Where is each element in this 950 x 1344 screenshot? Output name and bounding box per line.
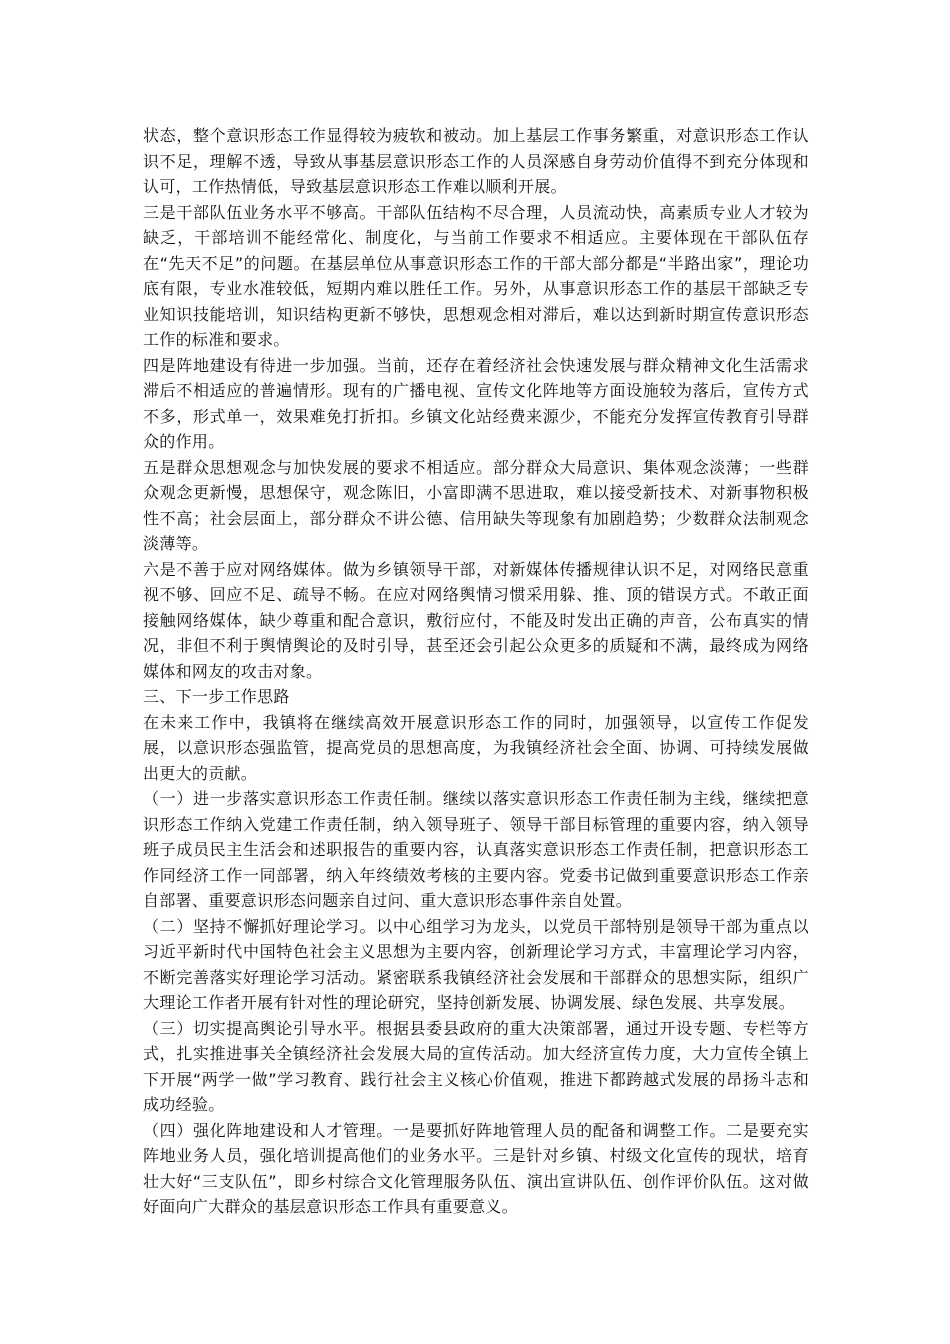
paragraph-sub-two: （二）坚持不懈抓好理论学习。以中心组学习为龙头，以党员干部特别是领导干部为重点以习近平新时代中国特色社会主义思想为主要内容，创新理论学习方式，丰富理论学习内容，不断完善落实好理论学习活动。紧密联系我镇经济社会发展和干部群众的思想实际，组织广大理论工作者开展有针对性的理论研究，坚持创新发展、协调发展、绿色发展、共享发展。: [143, 916, 809, 1012]
paragraph-item-four: 四是阵地建设有待进一步加强。当前，还存在着经济社会快速发展与群众精神文化生活需求滞后不相适应的普遍情形。现有的广播电视、宣传文化阵地等方面设施较为落后，宣传方式不多，形式单一，效果难免打折扣。乡镇文化站经费来源少，不能充分发挥宣传教育引导群众的作用。: [143, 355, 809, 451]
document-body: [143, 123, 809, 1220]
section-heading-next-steps: 三、下一步工作思路: [143, 687, 290, 706]
paragraph-intro-next-steps: 在未来工作中，我镇将在继续高效开展意识形态工作的同时，加强领导，以宣传工作促发展，以意识形态强监管，提高党员的思想高度，为我镇经济社会全面、协调、可持续发展做出更大的贡献。: [143, 712, 809, 783]
paragraph-item-five: 五是群众思想观念与加快发展的要求不相适应。部分群众大局意识、集体观念淡薄；一些群众观念更新慢，思想保守，观念陈旧，小富即满不思进取，难以接受新技术、对新事物积极性不高；社会层面上，部分群众不讲公德、信用缺失等现象有加剧趋势；少数群众法制观念淡薄等。: [143, 457, 809, 553]
paragraph-item-three: 三是干部队伍业务水平不够高。干部队伍结构不尽合理，人员流动快，高素质专业人才较为缺乏，干部培训不能经常化、制度化，与当前工作要求不相适应。主要体现在干部队伍存在“先天不足”的问题。在基层单位从事意识形态工作的干部大部分都是“半路出家”，理论功底有限，专业水准较低，短期内难以胜任工作。另外，从事意识形态工作的基层干部缺乏专业知识技能培训，知识结构更新不够快，思想观念相对滞后，难以达到新时期宣传意识形态工作的标准和要求。: [143, 202, 809, 349]
paragraph-sub-four: （四）强化阵地建设和人才管理。一是要抓好阵地管理人员的配备和调整工作。二是要充实阵地业务人员，强化培训提高他们的业务水平。三是针对乡镇、村级文化宣传的现状，培育壮大好“三支队伍”，即乡村综合文化管理服务队伍、演出宣讲队伍、创作评价队伍。这对做好面向广大群众的基层意识形态工作具有重要意义。: [143, 1120, 809, 1216]
paragraph-sub-three: （三）切实提高舆论引导水平。根据县委县政府的重大决策部署，通过开设专题、专栏等方式，扎实推进事关全镇经济社会发展大局的宣传活动。加大经济宣传力度，大力宣传全镇上下开展“两学一做”学习教育、践行社会主义核心价值观，推进下都跨越式发展的昂扬斗志和成功经验。: [143, 1018, 809, 1114]
paragraph-item-six: 六是不善于应对网络媒体。做为乡镇领导干部，对新媒体传播规律认识不足，对网络民意重视不够、回应不足、疏导不畅。在应对网络舆情习惯采用躲、推、顶的错误方式。不敢正面接触网络媒体，缺少尊重和配合意识，敷衍应付，不能及时发出正确的声音，公布真实的情况，非但不利于舆情舆论的及时引导，甚至还会引起公众更多的质疑和不满，最终成为网络媒体和网友的攻击对象。: [143, 559, 809, 681]
paragraph-continuation: 状态，整个意识形态工作显得较为疲软和被动。加上基层工作事务繁重，对意识形态工作认识不足，理解不透，导致从事基层意识形态工作的人员深感自身劳动价值得不到充分体现和认可，工作热情低，导致基层意识形态工作难以顺利开展。: [143, 126, 809, 196]
paragraph-sub-one: （一）进一步落实意识形态工作责任制。继续以落实意识形态工作责任制为主线，继续把意识形态工作纳入党建工作责任制，纳入领导班子、领导干部目标管理的重要内容，纳入领导班子成员民主生活会和述职报告的重要内容，认真落实意识形态工作责任制，把意识形态工作同经济工作一同部署，纳入年终绩效考核的主要内容。党委书记做到重要意识形态工作亲自部署、重要意识形态问题亲自过问、重大意识形态事件亲自处置。: [143, 789, 809, 910]
